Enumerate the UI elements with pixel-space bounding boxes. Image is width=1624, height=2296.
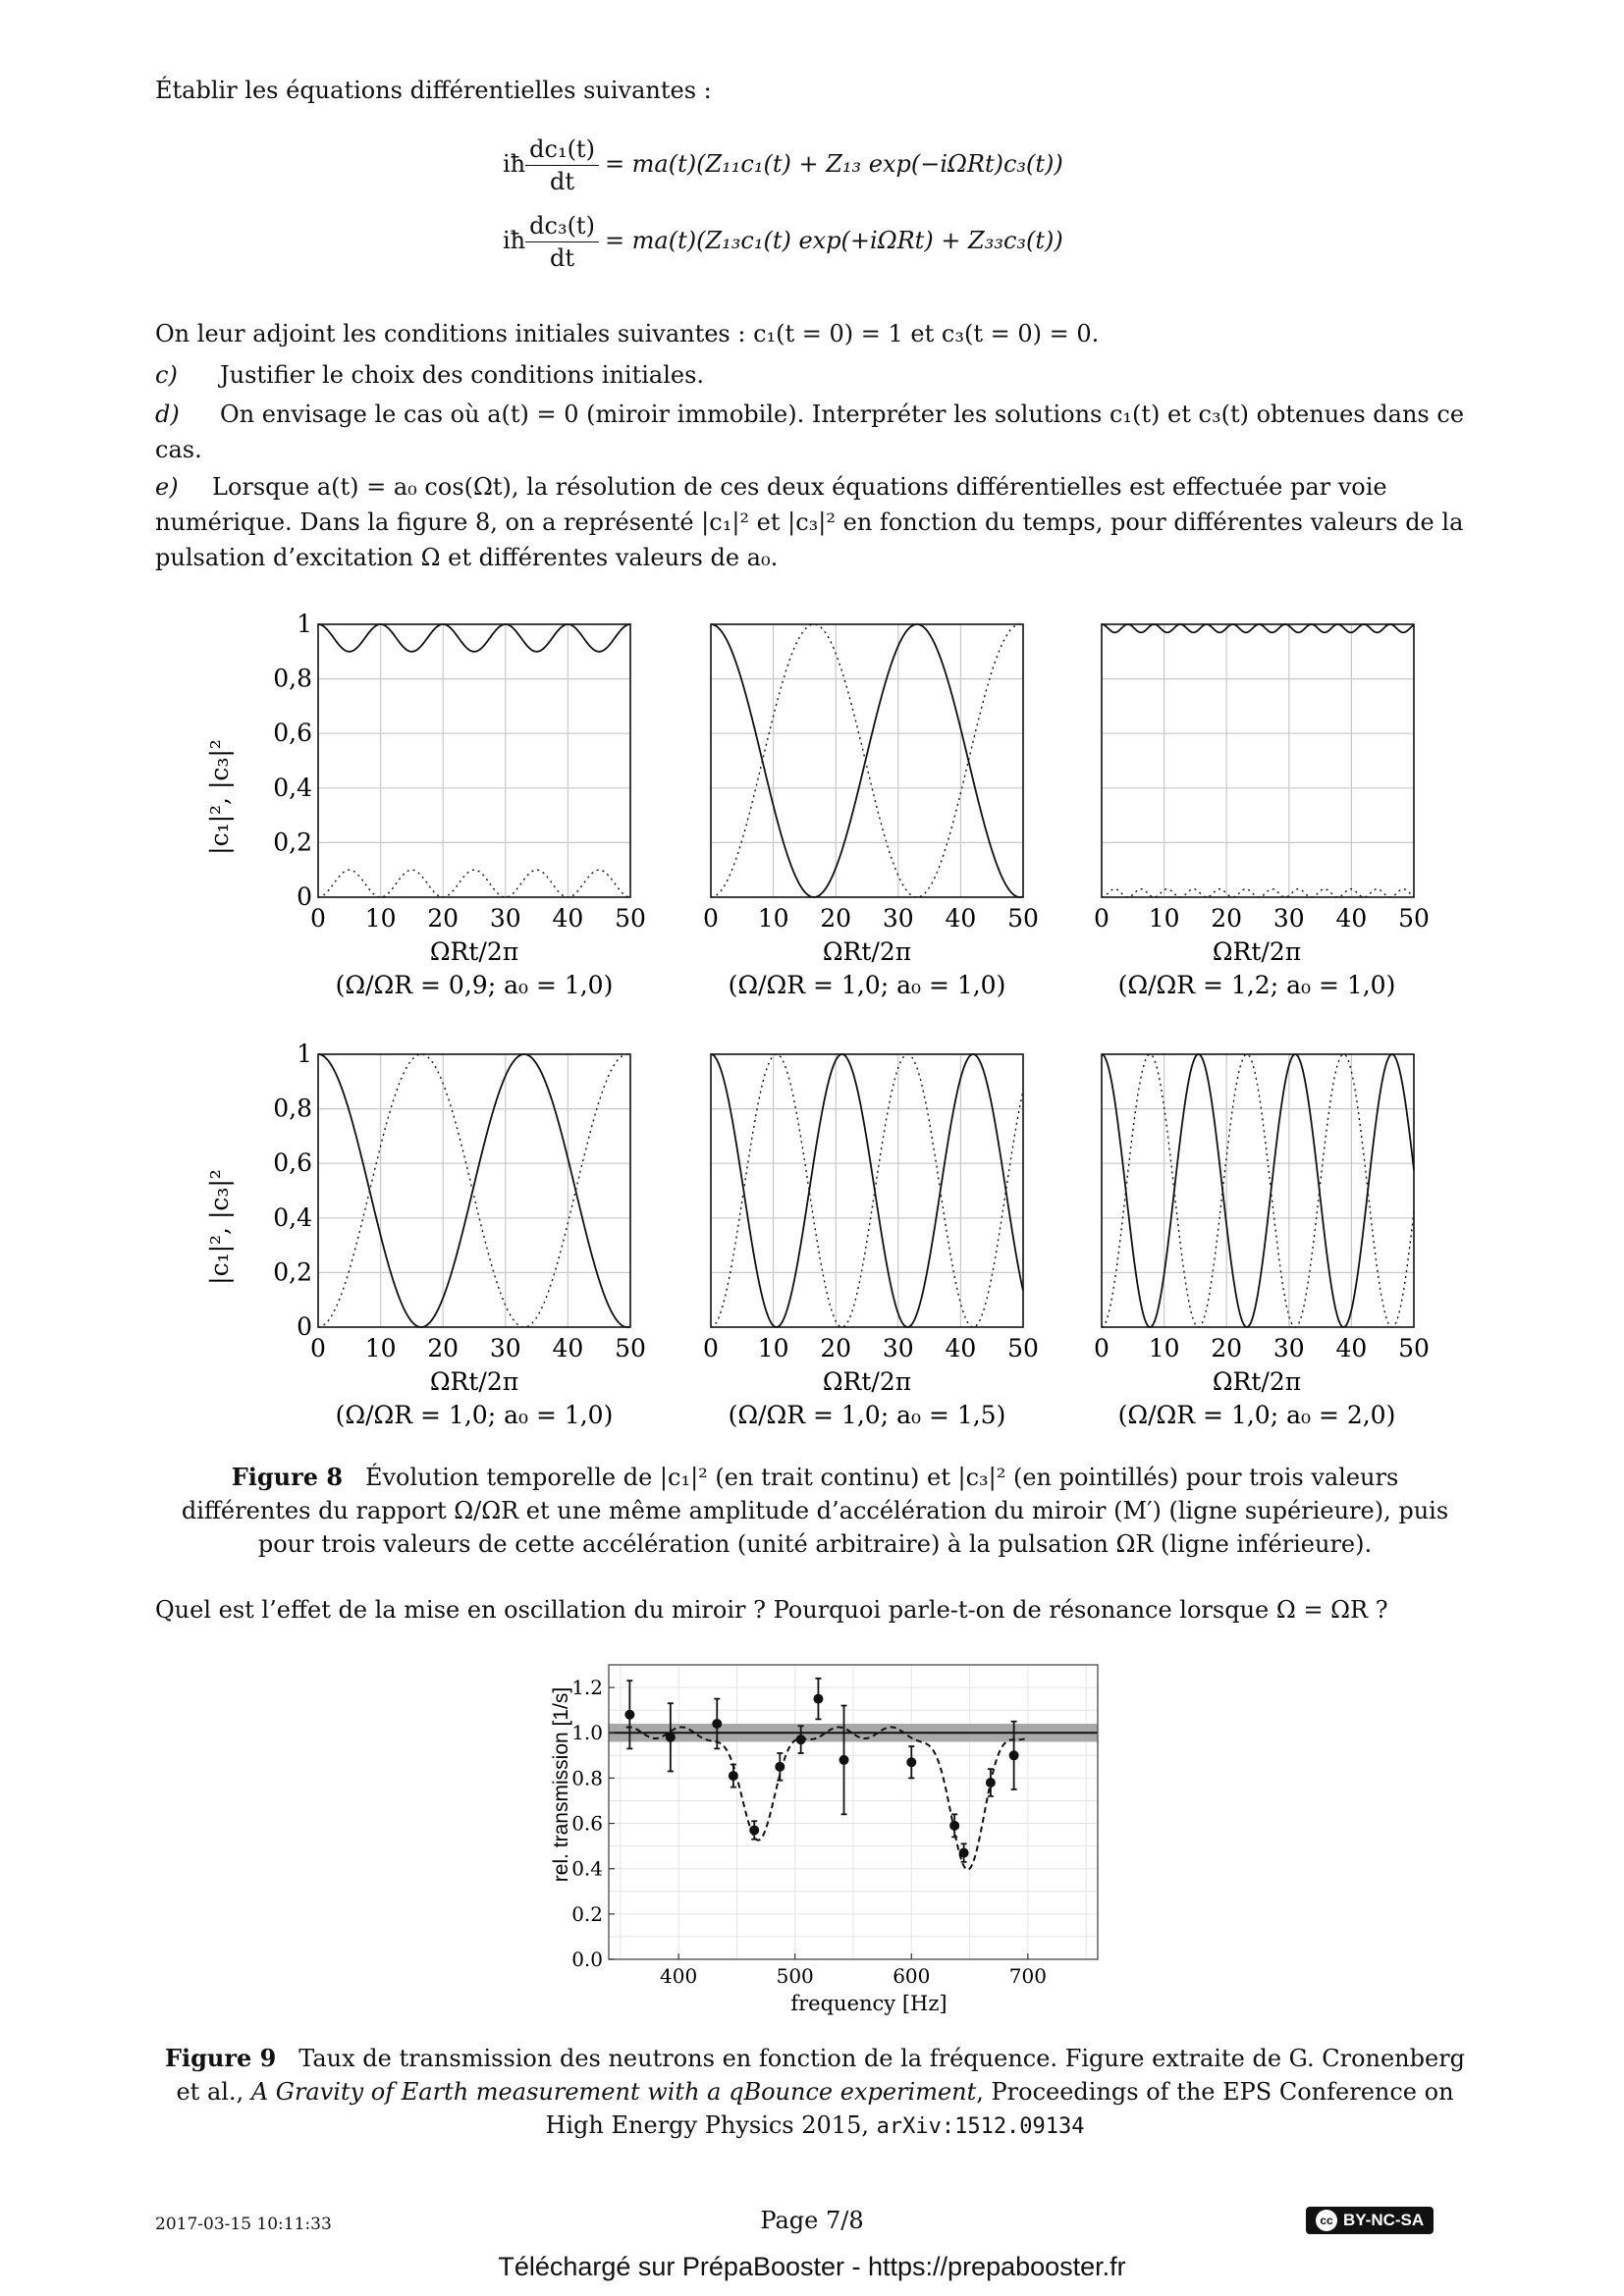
y-tick-label: 0.4 [571,1856,603,1881]
fig8-p3-xlabel: ΩRt/2π [1212,937,1302,966]
fig8-panel-3 [1094,624,1430,933]
y-tick-label: 0 [297,882,312,911]
data-point [749,1825,759,1835]
x-tick-label: 20 [820,904,852,933]
y-tick-label: 0.6 [571,1811,603,1836]
fig8-p5-xlabel: ΩRt/2π [822,1367,912,1396]
fig8-panel-4 [273,1040,646,1362]
x-tick-label: 30 [489,904,521,933]
x-tick-label: 10 [757,1334,789,1362]
x-tick-label: 50 [1398,904,1430,933]
question-c-text: Justifier le choix des conditions initiales. [220,361,705,389]
x-tick-label: 500 [776,1964,814,1988]
x-tick-label: 10 [1148,1334,1180,1362]
figure-9-label: Figure 9 [164,2044,277,2072]
fig8-p2-condition: (Ω/ΩR = 1,0; a₀ = 1,0) [728,971,1006,999]
series-c1-line [1102,1054,1414,1327]
x-tick-label: 40 [945,1334,977,1362]
series-c1-line [1102,624,1414,632]
y-tick-label: 0,4 [273,773,312,802]
fig8-ylabel-top: |c₁|², |c₃|² [205,739,234,855]
y-tick-label: 1 [297,1040,312,1068]
fig8-p2-xlabel: ΩRt/2π [822,937,912,966]
question-e-label: e) [155,473,179,501]
fig9-xlabel: frequency [Hz] [790,1992,947,2015]
y-tick-label: 0,4 [273,1202,312,1232]
figure-9-caption-title: A Gravity of Earth measurement with a qBounce experiment [250,2078,977,2106]
question-e-text: Lorsque a(t) = a₀ cos(Ωt), la résolution de ces deux équations différentielles est effectuée par voie numérique. Dans la figure 8, on a représenté |c₁|² et |c₃|² en fonction du temps, pour différentes valeurs de la pulsation d’excitation Ω et différentes valeurs de a₀. [155,473,1464,571]
x-tick-label: 20 [1211,1334,1243,1362]
license-text: BY-NC-SA [1343,2211,1425,2229]
x-tick-label: 40 [1335,1334,1368,1362]
x-tick-label: 10 [1148,904,1180,933]
question-c [155,357,1481,393]
series-c3-line [318,870,630,897]
x-tick-label: 50 [615,904,646,933]
x-tick-label: 30 [882,1334,914,1362]
equation-2 [503,212,1063,272]
x-tick-label: 10 [757,904,789,933]
data-point [949,1821,959,1831]
y-tick-label: 0,2 [273,828,312,857]
plot-frame [318,1054,630,1327]
question-after: Quel est l’effet de la mise en oscillation du miroir ? Pourquoi parle-t-on de résonance lorsque Ω = ΩR ? [155,1596,1388,1624]
plot-frame [1102,624,1414,897]
fig8-p3-condition: (Ω/ΩR = 1,2; a₀ = 1,0) [1117,971,1396,999]
fig8-p4-xlabel: ΩRt/2π [429,1367,519,1396]
x-tick-label: 50 [1007,904,1039,933]
data-point [624,1710,634,1720]
figure-9-caption-part2: , Proceedings of the EPS Conference on High Energy Physics 2015, [545,2078,1454,2139]
eq1-denominator: dt [550,168,575,195]
equation-1 [503,135,1063,195]
data-point [1009,1750,1019,1760]
data-point [712,1719,722,1729]
data-point [775,1762,785,1772]
data-point [796,1735,806,1744]
data-point [813,1694,823,1704]
x-tick-label: 40 [945,904,977,933]
y-tick-label: 0,2 [273,1257,312,1287]
eq2-denominator: dt [550,244,575,272]
footer-page-number: Page 7/8 [760,2207,864,2234]
series-c3-line [711,1054,1023,1327]
y-tick-label: 0.8 [571,1766,603,1790]
figure-9-caption-part1: Taux de transmission des neutrons en fonction de la fréquence. Figure extraite de G. Cronenberg et al., [176,2045,1466,2106]
eq1-rhs: = ma(t)(Z₁₁c₁(t) + Z₁₃ exp(−iΩRt)c₃(t)) [604,150,1063,178]
x-tick-label: 40 [1335,904,1368,933]
x-tick-label: 50 [1398,1334,1430,1362]
intro-text: Établir les équations différentielles suivantes : [155,77,712,104]
x-tick-label: 0 [310,904,326,933]
download-link[interactable]: Téléchargé sur PrépaBooster - https://prepabooster.fr [498,2252,1126,2281]
y-tick-label: 1.0 [571,1721,603,1745]
fig9-ylabel: rel. transmission [1/s] [550,1686,572,1883]
figure-9-caption-ref: arXiv:1512.09134 [876,2114,1085,2139]
question-c-label: c) [155,361,178,389]
x-tick-label: 0 [703,1334,719,1362]
initial-conditions: On leur adjoint les conditions initiales suivantes : c₁(t = 0) = 1 et c₃(t = 0) = 0. [155,320,1100,347]
series-c1-line [318,624,630,652]
license-badge[interactable] [1306,2207,1434,2234]
figure-9-caption [157,2042,1473,2144]
fig8-panel-5 [703,1054,1039,1362]
fig8-p1-condition: (Ω/ΩR = 0,9; a₀ = 1,0) [335,971,614,999]
question-d-label: d) [155,400,180,428]
fig8-p4-condition: (Ω/ΩR = 1,0; a₀ = 1,0) [335,1401,614,1429]
x-tick-label: 30 [1272,904,1305,933]
figure-8-label: Figure 8 [231,1463,344,1491]
x-tick-label: 30 [1272,1334,1305,1362]
series-c1-line [711,624,1023,897]
figure-8 [0,589,1624,1453]
fig8-panel-6 [1094,1054,1430,1362]
x-tick-label: 30 [489,1334,521,1362]
series-c3-line [1102,889,1414,897]
data-point [906,1757,916,1767]
series-c1-line [318,1054,630,1327]
creative-commons-icon: cc [1316,2210,1337,2231]
y-tick-label: 0.2 [571,1901,603,1926]
x-tick-label: 0 [310,1334,326,1362]
y-tick-label: 0,6 [273,719,312,748]
x-tick-label: 40 [552,1334,584,1362]
x-tick-label: 400 [660,1964,698,1988]
question-d-text: On envisage le cas où a(t) = 0 (miroir immobile). Interpréter les solutions c₁(t) et c₃(t) obtenues dans ce cas. [155,400,1465,463]
data-point [986,1778,996,1788]
y-tick-label: 0.0 [571,1948,603,1971]
plot-frame [711,1054,1023,1327]
x-tick-label: 50 [1007,1334,1039,1362]
fig8-p5-condition: (Ω/ΩR = 1,0; a₀ = 1,5) [728,1401,1006,1429]
x-tick-label: 10 [364,1334,397,1362]
x-tick-label: 0 [1094,904,1110,933]
x-tick-label: 600 [893,1964,931,1988]
question-d [155,397,1481,467]
y-tick-label: 1.2 [571,1676,603,1700]
eq1-numerator: dc₁(t) [525,135,599,166]
fig8-p6-xlabel: ΩRt/2π [1212,1367,1302,1396]
series-c3-line [318,1054,630,1327]
figure-9 [530,1653,1110,2026]
x-tick-label: 10 [364,904,397,933]
data-point [959,1848,969,1858]
x-tick-label: 20 [820,1334,852,1362]
fig8-ylabel-bottom: |c₁|², |c₃|² [205,1169,234,1285]
x-tick-label: 0 [1094,1334,1110,1362]
series-c1-line [711,1054,1023,1327]
x-tick-label: 20 [1211,904,1243,933]
eq2-rhs: = ma(t)(Z₁₃c₁(t) exp(+iΩRt) + Z₃₃c₃(t)) [604,227,1063,254]
x-tick-label: 20 [427,1334,460,1362]
x-tick-label: 700 [1008,1964,1047,1988]
x-tick-label: 0 [703,904,719,933]
figure-8-caption [177,1461,1453,1561]
figure-8-caption-text: Évolution temporelle de |c₁|² (en trait continu) et |c₃|² (en pointillés) pour trois valeurs différentes du rapport Ω/ΩR et une même amplitude d’accélération du miroir (M′) (ligne supérieure), puis pour trois valeurs de cette accélération (unité arbitraire) à la pulsation ΩR (ligne inférieure). [181,1464,1449,1558]
y-tick-label: 0,8 [273,1094,312,1123]
eq2-numerator: dc₃(t) [525,212,599,242]
x-tick-label: 40 [552,904,584,933]
x-tick-label: 30 [882,904,914,933]
plot-frame [711,624,1023,897]
data-point [839,1755,849,1765]
series-c3-line [711,624,1023,897]
fig8-panel-1 [273,610,646,933]
footer-timestamp: 2017-03-15 10:11:33 [155,2215,332,2234]
y-tick-label: 1 [297,610,312,638]
x-tick-label: 20 [427,904,460,933]
fit-curve [626,1727,1028,1869]
fig8-panel-2 [703,624,1039,933]
eq2-prefix: iħ [503,227,526,254]
question-e [155,469,1481,575]
plot-frame [318,624,630,897]
data-point [666,1733,676,1742]
y-tick-label: 0,8 [273,664,312,693]
y-tick-label: 0 [297,1312,312,1341]
eq1-prefix: iħ [503,150,526,178]
y-tick-label: 0,6 [273,1148,312,1178]
fig8-p6-condition: (Ω/ΩR = 1,0; a₀ = 2,0) [1117,1401,1396,1429]
x-tick-label: 50 [615,1334,646,1362]
data-point [729,1771,738,1781]
fig8-p1-xlabel: ΩRt/2π [429,937,519,966]
